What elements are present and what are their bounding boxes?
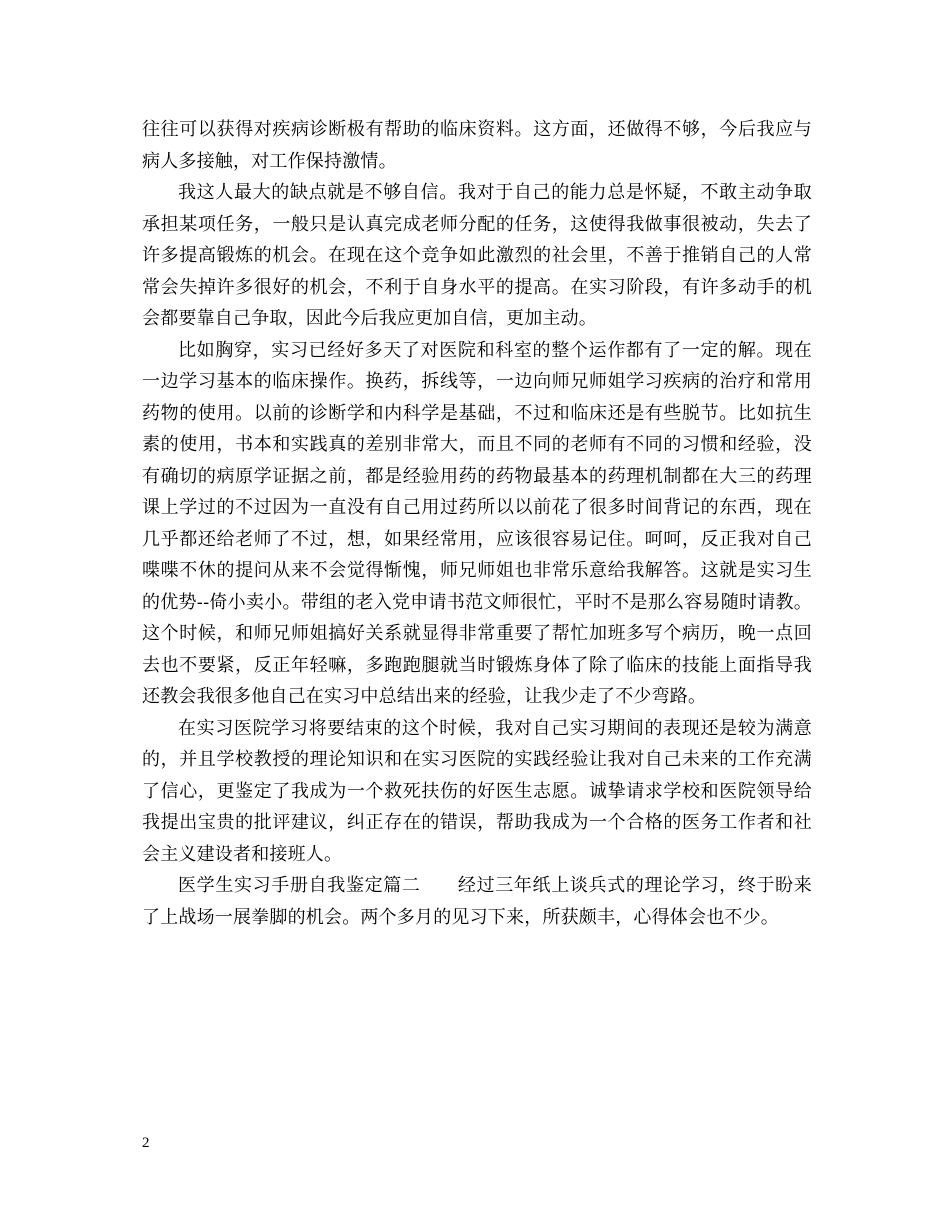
page-number: 2 bbox=[142, 1135, 150, 1151]
body-text bbox=[142, 114, 812, 933]
paragraph-conclusion: 在实习医院学习将要结束的这个时候，我对自己实习期间的表现还是较为满意的，并且学校教授的理论知识和在实习医院的实践经验让我对自己未来的工作充满了信心，更鉴定了我成为一个救死扶伤的好医生志愿。诚挚请求学校和医院领导给我提出宝贵的批评建议，纠正存在的错误，帮助我成为一个合格的医务工作者和社会主义建设者和接班人。 bbox=[142, 717, 812, 865]
paragraph-continuation: 往往可以获得对疾病诊断极有帮助的临床资料。这方面，还做得不够，今后我应与病人多接触，对工作保持激情。 bbox=[142, 119, 812, 172]
paragraph-clinical-practice: 比如胸穿，实习已经好多天了对医院和科室的整个运作都有了一定的解。现在一边学习基本的临床操作。换药，拆线等，一边向师兄师姐学习疾病的治疗和常用药物的使用。以前的诊断学和内科学是基础，不过和临床还是有些脱节。比如抗生素的使用，书本和实践真的差别非常大，而且不同的老师有不同的习惯和经验，没有确切的病原学证据之前，都是经验用药的药物最基本的药理机制都在大三的药理课上学过的不过因为一直没有自己用过药所以以前花了很多时间背记的东西，现在几乎都还给老师了不过，想，如果经常用，应该很容易记住。呵呵，反正我对自己喋喋不休的提问从来不会觉得惭愧，师兄师姐也非常乐意给我解答。这就是实习生的优势--倚小卖小。带组的老入党申请书范文师很忙，平时不是那么容易随时请教。这个时候，和师兄师姐搞好关系就显得非常重要了帮忙加班多写个病历，晚一点回去也不要紧，反正年轻嘛，多跑跑腿就当时锻炼身体了除了临床的技能上面指导我还教会我很多他自己在实习中总结出来的经验，让我少走了不少弯路。 bbox=[142, 339, 812, 707]
paragraph-self-confidence: 我这人最大的缺点就是不够自信。我对于自己的能力总是怀疑，不敢主动争取承担某项任务，一般只是认真完成老师分配的任务，这使得我做事很被动，失去了许多提高锻炼的机会。在现在这个竞争如此激烈的社会里，不善于推销自己的人常常会失掉许多很好的机会，不利于自身水平的提高。在实习阶段，有许多动手的机会都要靠自己争取，因此今后我应更加自信，更加主动。 bbox=[142, 182, 812, 329]
paragraph-part-two: 医学生实习手册自我鉴定篇二 经过三年纸上谈兵式的理论学习，终于盼来了上战场一展拳脚的机会。两个多月的见习下来，所获颇丰，心得体会也不少。 bbox=[142, 875, 812, 928]
